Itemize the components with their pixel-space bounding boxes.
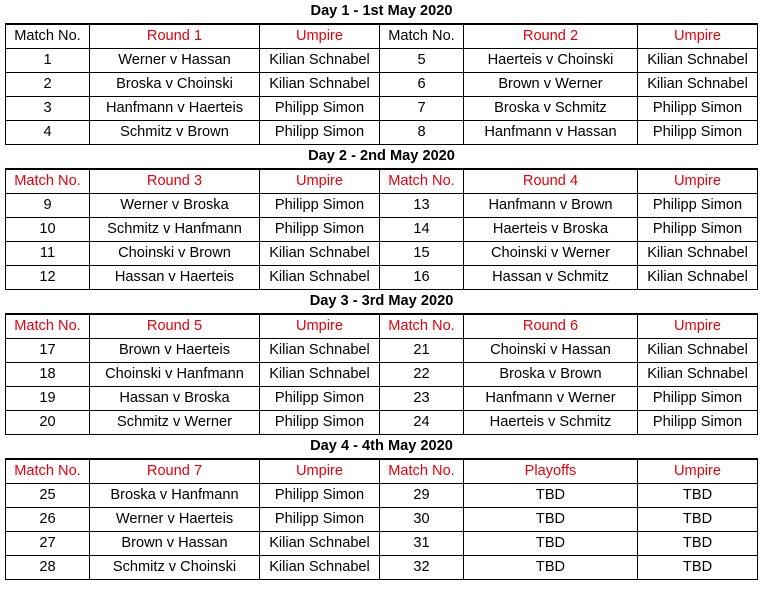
cell-umpire: Philipp Simon (638, 194, 758, 218)
cell-fixture: Broska v Schmitz (464, 97, 638, 121)
cell-match-no: 6 (380, 73, 464, 97)
cell-fixture: Choinski v Werner (464, 242, 638, 266)
table-row (6, 242, 758, 266)
cell-fixture: TBD (464, 508, 638, 532)
cell-fixture: Brown v Werner (464, 73, 638, 97)
column-header-match-no: Match No. (6, 169, 90, 194)
cell-match-no: 22 (380, 363, 464, 387)
column-header-match-no: Match No. (380, 24, 464, 49)
column-header-fixture: Round 6 (464, 314, 638, 339)
column-header-match-no: Match No. (6, 24, 90, 49)
cell-umpire: Philipp Simon (260, 508, 380, 532)
cell-fixture: Werner v Hassan (90, 49, 260, 73)
cell-umpire: Philipp Simon (260, 194, 380, 218)
table-row (6, 411, 758, 435)
cell-match-no: 20 (6, 411, 90, 435)
cell-fixture: Hanfmann v Hassan (464, 121, 638, 145)
column-header-fixture: Round 1 (90, 24, 260, 49)
day-title-row (6, 290, 758, 315)
column-header-umpire: Umpire (638, 314, 758, 339)
cell-fixture: Werner v Haerteis (90, 508, 260, 532)
cell-match-no: 27 (6, 532, 90, 556)
column-header-fixture: Playoffs (464, 459, 638, 484)
cell-fixture: Choinski v Hanfmann (90, 363, 260, 387)
cell-umpire: Kilian Schnabel (638, 266, 758, 290)
table-row (6, 194, 758, 218)
column-header-match-no: Match No. (380, 169, 464, 194)
cell-match-no: 12 (6, 266, 90, 290)
column-header-umpire: Umpire (260, 459, 380, 484)
cell-fixture: Hassan v Haerteis (90, 266, 260, 290)
cell-umpire: Kilian Schnabel (638, 73, 758, 97)
cell-fixture: Broska v Hanfmann (90, 484, 260, 508)
table-row (6, 218, 758, 242)
cell-fixture: Schmitz v Choinski (90, 556, 260, 580)
table-row (6, 121, 758, 145)
column-header-umpire: Umpire (260, 169, 380, 194)
table-row (6, 97, 758, 121)
column-header-fixture: Round 5 (90, 314, 260, 339)
cell-fixture: Haerteis v Choinski (464, 49, 638, 73)
cell-fixture: Schmitz v Werner (90, 411, 260, 435)
column-header-fixture: Round 7 (90, 459, 260, 484)
column-header-row (6, 459, 758, 484)
cell-match-no: 5 (380, 49, 464, 73)
schedule-table (5, 0, 758, 580)
cell-umpire: Philipp Simon (260, 387, 380, 411)
column-header-match-no: Match No. (6, 459, 90, 484)
table-row (6, 532, 758, 556)
column-header-umpire: Umpire (638, 459, 758, 484)
table-row (6, 556, 758, 580)
day-title: Day 3 - 3rd May 2020 (6, 290, 758, 315)
cell-umpire: Philipp Simon (260, 97, 380, 121)
cell-umpire: Kilian Schnabel (260, 339, 380, 363)
cell-fixture: Hassan v Schmitz (464, 266, 638, 290)
cell-match-no: 25 (6, 484, 90, 508)
table-row (6, 363, 758, 387)
cell-fixture: Haerteis v Broska (464, 218, 638, 242)
cell-fixture: Broska v Choinski (90, 73, 260, 97)
cell-fixture: Werner v Broska (90, 194, 260, 218)
cell-fixture: Schmitz v Brown (90, 121, 260, 145)
cell-match-no: 8 (380, 121, 464, 145)
cell-fixture: Schmitz v Hanfmann (90, 218, 260, 242)
cell-match-no: 10 (6, 218, 90, 242)
cell-match-no: 28 (6, 556, 90, 580)
column-header-fixture: Round 2 (464, 24, 638, 49)
cell-match-no: 31 (380, 532, 464, 556)
column-header-fixture: Round 3 (90, 169, 260, 194)
cell-umpire: TBD (638, 532, 758, 556)
cell-fixture: Hanfmann v Werner (464, 387, 638, 411)
day-title-row (6, 145, 758, 170)
cell-match-no: 29 (380, 484, 464, 508)
cell-umpire: Philipp Simon (638, 121, 758, 145)
cell-umpire: Philipp Simon (260, 121, 380, 145)
cell-match-no: 15 (380, 242, 464, 266)
cell-umpire: Philipp Simon (638, 387, 758, 411)
column-header-umpire: Umpire (638, 24, 758, 49)
day-title: Day 4 - 4th May 2020 (6, 435, 758, 460)
cell-fixture: Brown v Hassan (90, 532, 260, 556)
cell-fixture: Broska v Brown (464, 363, 638, 387)
cell-umpire: Philipp Simon (260, 411, 380, 435)
cell-umpire: TBD (638, 556, 758, 580)
column-header-umpire: Umpire (638, 169, 758, 194)
cell-match-no: 4 (6, 121, 90, 145)
cell-fixture: Choinski v Hassan (464, 339, 638, 363)
cell-umpire: Kilian Schnabel (260, 49, 380, 73)
cell-match-no: 16 (380, 266, 464, 290)
cell-umpire: Philipp Simon (260, 484, 380, 508)
cell-umpire: TBD (638, 484, 758, 508)
day-title-row (6, 0, 758, 24)
table-row (6, 49, 758, 73)
cell-umpire: Philipp Simon (638, 218, 758, 242)
cell-umpire: Kilian Schnabel (638, 363, 758, 387)
cell-match-no: 13 (380, 194, 464, 218)
cell-match-no: 1 (6, 49, 90, 73)
cell-fixture: Hanfmann v Brown (464, 194, 638, 218)
cell-fixture: Hassan v Broska (90, 387, 260, 411)
column-header-match-no: Match No. (6, 314, 90, 339)
column-header-match-no: Match No. (380, 314, 464, 339)
cell-fixture: TBD (464, 532, 638, 556)
cell-fixture: Haerteis v Schmitz (464, 411, 638, 435)
cell-match-no: 19 (6, 387, 90, 411)
cell-match-no: 3 (6, 97, 90, 121)
table-row (6, 387, 758, 411)
day-title: Day 1 - 1st May 2020 (6, 0, 758, 24)
cell-match-no: 17 (6, 339, 90, 363)
cell-match-no: 18 (6, 363, 90, 387)
cell-match-no: 21 (380, 339, 464, 363)
column-header-row (6, 169, 758, 194)
day-title-row (6, 435, 758, 460)
cell-umpire: Kilian Schnabel (638, 339, 758, 363)
cell-match-no: 30 (380, 508, 464, 532)
cell-match-no: 26 (6, 508, 90, 532)
cell-umpire: Philipp Simon (638, 97, 758, 121)
column-header-row (6, 314, 758, 339)
cell-fixture: TBD (464, 484, 638, 508)
schedule-body (6, 0, 758, 580)
table-row (6, 508, 758, 532)
table-row (6, 339, 758, 363)
column-header-fixture: Round 4 (464, 169, 638, 194)
cell-umpire: Kilian Schnabel (260, 73, 380, 97)
cell-match-no: 9 (6, 194, 90, 218)
cell-fixture: Hanfmann v Haerteis (90, 97, 260, 121)
cell-match-no: 14 (380, 218, 464, 242)
table-row (6, 266, 758, 290)
cell-umpire: TBD (638, 508, 758, 532)
day-title: Day 2 - 2nd May 2020 (6, 145, 758, 170)
table-row (6, 484, 758, 508)
cell-match-no: 32 (380, 556, 464, 580)
cell-match-no: 23 (380, 387, 464, 411)
table-row (6, 73, 758, 97)
cell-umpire: Kilian Schnabel (638, 242, 758, 266)
cell-match-no: 7 (380, 97, 464, 121)
cell-fixture: Choinski v Brown (90, 242, 260, 266)
column-header-match-no: Match No. (380, 459, 464, 484)
cell-match-no: 2 (6, 73, 90, 97)
cell-umpire: Kilian Schnabel (260, 532, 380, 556)
cell-umpire: Kilian Schnabel (638, 49, 758, 73)
cell-umpire: Philipp Simon (638, 411, 758, 435)
cell-umpire: Kilian Schnabel (260, 266, 380, 290)
column-header-umpire: Umpire (260, 314, 380, 339)
cell-umpire: Kilian Schnabel (260, 363, 380, 387)
cell-fixture: Brown v Haerteis (90, 339, 260, 363)
cell-umpire: Philipp Simon (260, 218, 380, 242)
column-header-row (6, 24, 758, 49)
cell-umpire: Kilian Schnabel (260, 242, 380, 266)
cell-fixture: TBD (464, 556, 638, 580)
cell-match-no: 24 (380, 411, 464, 435)
cell-umpire: Kilian Schnabel (260, 556, 380, 580)
cell-match-no: 11 (6, 242, 90, 266)
column-header-umpire: Umpire (260, 24, 380, 49)
